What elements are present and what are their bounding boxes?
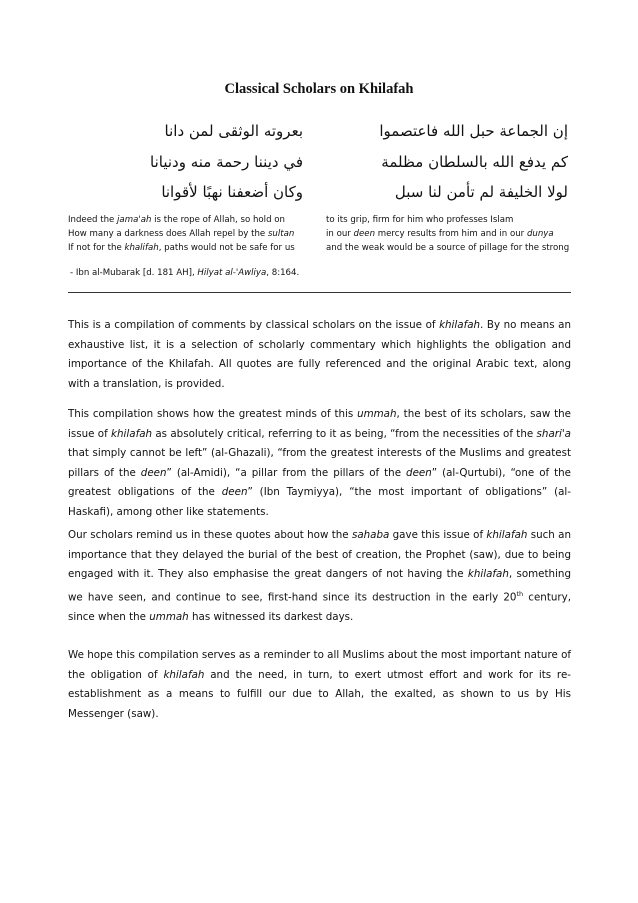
divider <box>68 292 571 293</box>
poem-source: - Ibn al-Mubarak [d. 181 AH], Hilyat al-'Awliya, 8:164. <box>70 268 300 278</box>
arabic-verse-right-3: لولا الخليفة لم تأمن لنا سبل <box>394 183 568 201</box>
paragraph-conclusion: We hope this compilation serves as a reminder to all Muslims about the most important nature of the obligation of khilafah and the need, in turn, to exert utmost effort and work for its re-establishment as a means to fulfill our due to Allah, the exalted, as shown to us by His Messenger (saw). <box>68 649 571 720</box>
translation-left-line-3: If not for the khalifah, paths would not be safe for us <box>68 243 295 253</box>
translation-right-line-1: to its grip, firm for him who professes Islam <box>326 215 514 225</box>
paragraph-intro: This is a compilation of comments by classical scholars on the issue of khilafah. By no means an exhaustive list, it is a selection of scholarly commentary which highlights the obligation and importance of the Khilafah. All quotes are fully referenced and the original Arabic text, along with a translation, is provided. <box>68 319 571 390</box>
translation-right-line-2: in our deen mercy results from him and in our dunya <box>326 229 554 239</box>
translation-left-line-1: Indeed the jama'ah is the rope of Allah, so hold on <box>68 215 285 225</box>
translation-left-line-2: How many a darkness does Allah repel by the sultan <box>68 229 295 239</box>
arabic-verse-left-1: بعروته الوثقى لمن دانا <box>164 122 303 140</box>
paragraph-compilation: This compilation shows how the greatest minds of this ummah, the best of its scholars, saw the issue of khilafah as absolutely critical, referring to it as being, “from the necessities of the shari'a that simply cannot be left” (al-Ghazali), “from the greatest interests of the Muslims and greatest pillars of the deen” (al-Amidi), “a pillar from the pillars of the deen” (al-Qurtubi), “one of the greatest obligations of the deen” (Ibn Taymiyya), “the most important of obligations” (al-Haskafi), among other like statements. <box>68 408 572 518</box>
arabic-verse-left-2: في ديننا رحمة منه ودنيانا <box>150 153 303 171</box>
page-title: Classical Scholars on Khilafah <box>224 81 414 97</box>
paragraph-scholars: Our scholars remind us in these quotes about how the sahaba gave this issue of khilafah such an importance that they delayed the burial of the best of creation, the Prophet (saw), due to being engaged with it. They also emphasise the great dangers of not having the khilafah, something we have seen, and continue to see, first-hand since its destruction in the early 20th century, since when the ummah has witnessed its darkest days. <box>68 529 571 623</box>
arabic-verse-left-3: وكان أضعفنا نهبًا لأقوانا <box>161 183 303 201</box>
arabic-verse-right-2: كم يدفع الله بالسلطان مظلمة <box>381 153 568 171</box>
arabic-verse-right-1: إن الجماعة حبل الله فاعتصموا <box>379 122 568 140</box>
translation-right-line-3: and the weak would be a source of pillage for the strong <box>326 243 570 253</box>
